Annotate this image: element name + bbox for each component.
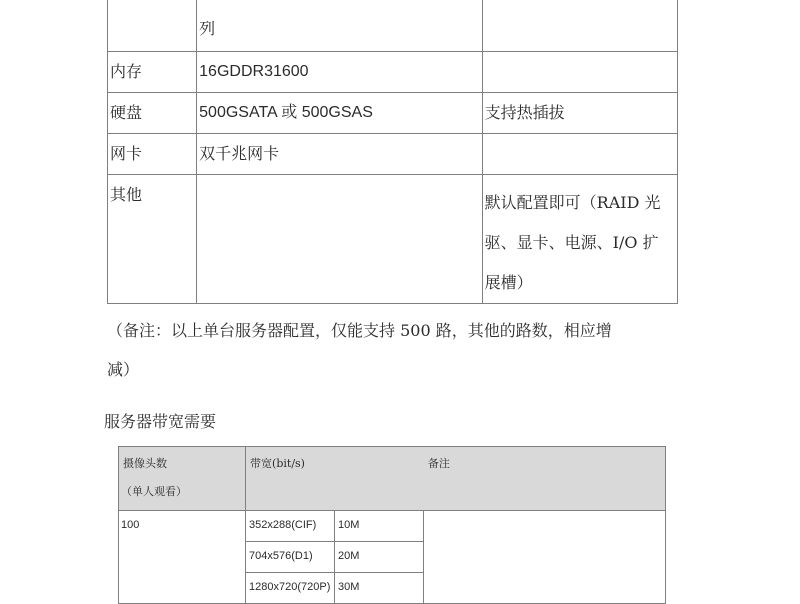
row-value xyxy=(197,175,483,304)
row-note xyxy=(482,175,677,304)
remark-cell xyxy=(423,511,665,604)
header-label: 备注 xyxy=(427,457,450,470)
row-label: 网卡 xyxy=(108,134,197,175)
header-cell-cameras xyxy=(119,447,246,511)
header-label: 摄像头数 xyxy=(123,457,167,470)
row-value: 双千兆网卡 xyxy=(197,134,483,175)
header-cell-remark xyxy=(423,447,665,511)
table-header-row xyxy=(119,447,666,511)
bandwidth-cell: 10M xyxy=(334,511,423,542)
header-cell-bandwidth xyxy=(246,447,424,511)
table-row xyxy=(108,175,678,304)
header-sublabel: （单人观看） xyxy=(121,485,187,498)
table-row xyxy=(108,93,678,134)
row-label: 硬盘 xyxy=(108,93,197,134)
section-title: 服务器带宽需要 xyxy=(104,412,217,431)
bandwidth-cell: 20M xyxy=(334,542,423,573)
row-value: 500GSATA 或 500GSAS xyxy=(197,93,483,134)
table-cell xyxy=(482,0,677,52)
table-cell xyxy=(197,0,483,52)
server-config-table xyxy=(107,0,678,304)
note-line: 展槽） xyxy=(484,273,533,292)
row-label: 其他 xyxy=(108,175,197,304)
bandwidth-table xyxy=(118,446,666,604)
remark-text: 减） xyxy=(107,360,140,379)
row-value: 16GDDR31600 xyxy=(197,52,483,93)
resolution-cell: 1280x720(720P) xyxy=(246,573,335,604)
row-note: 支持热插拔 xyxy=(482,93,677,134)
note-line: 驱、显卡、电源、I/O 扩 xyxy=(484,233,659,252)
row-note xyxy=(482,52,677,93)
table-cell xyxy=(108,0,197,52)
camera-count-cell: 100 xyxy=(119,511,246,604)
row-note xyxy=(482,134,677,175)
table-row xyxy=(119,511,666,542)
bandwidth-cell: 30M xyxy=(334,573,423,604)
resolution-cell: 352x288(CIF) xyxy=(246,511,335,542)
table-row xyxy=(108,0,678,52)
resolution-cell: 704x576(D1) xyxy=(246,542,335,573)
cell-text: 列 xyxy=(199,19,216,38)
remark-text: （备注：以上单台服务器配置，仅能支持 500 路，其他的路数，相应增 xyxy=(107,321,612,340)
row-label: 内存 xyxy=(108,52,197,93)
table-row xyxy=(108,134,678,175)
table-row xyxy=(108,52,678,93)
header-label: 带宽(bit/s) xyxy=(250,457,305,470)
note-line: 默认配置即可（RAID 光 xyxy=(484,193,661,212)
